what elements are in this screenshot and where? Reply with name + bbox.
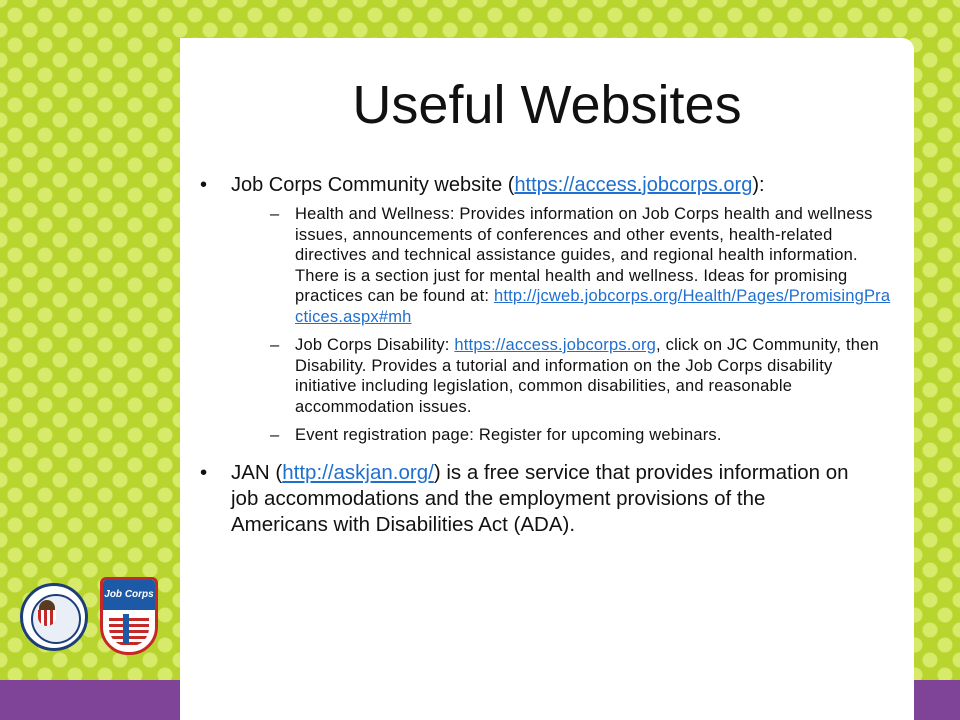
job-corps-stripes-icon xyxy=(109,618,149,646)
bullet-symbol: • xyxy=(200,174,208,196)
job-corps-logo-text: Job Corps xyxy=(103,580,155,610)
dash-symbol: – xyxy=(270,205,280,223)
subitem-suffix: , click on JC Community, then Disability. Provides a tutorial and information on the Job Corps disability initiative including legislation, common disabilities, and reasonable accommodation issues. xyxy=(295,336,879,416)
department-of-labor-seal-icon xyxy=(20,583,88,651)
bullet-job-corps-community xyxy=(200,172,912,198)
slide-title: Useful Websites xyxy=(352,75,742,135)
bullet-suffix: ): xyxy=(752,174,765,196)
job-corps-logo xyxy=(100,577,158,655)
logo-group xyxy=(20,575,170,655)
bullet-prefix: Job Corps Community website ( xyxy=(231,174,515,196)
link-access-jobcorps-disability[interactable]: https://access.jobcorps.org xyxy=(454,336,657,354)
link-askjan[interactable]: http://askjan.org/ xyxy=(282,460,434,484)
bullet-suffix: ) is a free service that provides information on job accommodations and the employment provisions of the Americans with Disabilities Act (ADA). xyxy=(231,460,849,536)
bullet-symbol: • xyxy=(200,460,208,484)
bullet-prefix: JAN ( xyxy=(231,460,283,484)
subitem-health-wellness xyxy=(270,204,897,327)
dash-symbol: – xyxy=(270,426,280,444)
subitem-prefix: Job Corps Disability: xyxy=(295,336,455,354)
subitem-event-registration xyxy=(270,425,897,446)
slide-content xyxy=(200,172,912,544)
dash-symbol: – xyxy=(270,336,280,354)
link-promising-practices[interactable]: http://jcweb.jobcorps.org/Health/Pages/PromisingPractices.aspx#mh xyxy=(295,287,891,326)
job-corps-cross-icon xyxy=(123,614,129,644)
subitem-disability xyxy=(270,335,897,417)
subitem-text: Health and Wellness: Provides information on Job Corps health and wellness issues, announcements of conferences and other events, health-related directives and technical assistance guides, and regional health information. There is a section just for mental health and wellness. Ideas for promising practices can be found at: xyxy=(295,205,873,305)
link-access-jobcorps[interactable]: https://access.jobcorps.org xyxy=(514,174,753,196)
subitem-text: Event registration page: Register for upcoming webinars. xyxy=(295,426,722,444)
bullet-jan xyxy=(200,460,851,538)
